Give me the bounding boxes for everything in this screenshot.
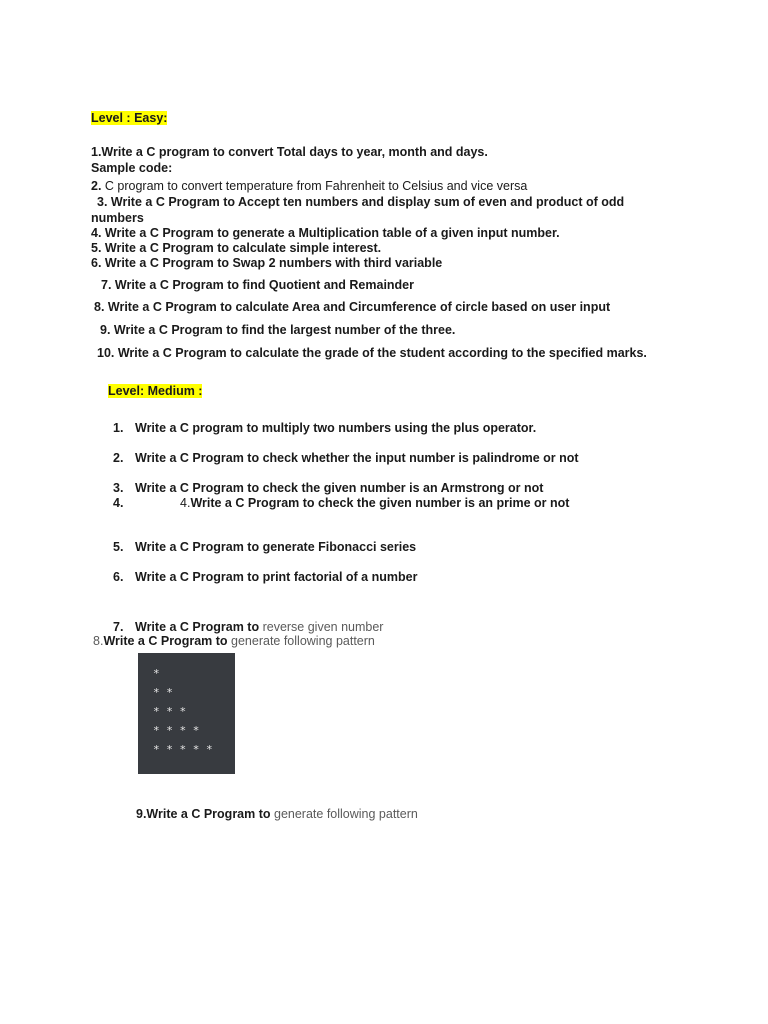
list-text-tail: generate following pattern bbox=[231, 634, 375, 648]
easy-question-4: 4. Write a C Program to generate a Multiplication table of a given input number. bbox=[91, 226, 560, 240]
list-inline-number: 4. bbox=[180, 496, 191, 510]
easy-question-6: 6. Write a C Program to Swap 2 numbers with third variable bbox=[91, 256, 443, 270]
sample-code-label: Sample code: bbox=[91, 161, 173, 175]
list-number: 3. bbox=[113, 481, 124, 495]
pattern-row: * * * bbox=[153, 705, 187, 718]
medium-question-2 bbox=[113, 451, 579, 466]
pattern-row: * * bbox=[153, 686, 173, 699]
easy-question-7: 7. Write a C Program to find Quotient and Remainder bbox=[101, 278, 415, 292]
medium-question-3 bbox=[113, 481, 543, 496]
medium-heading-text: Level: Medium : bbox=[108, 384, 203, 398]
list-text: Write a C Program to print factorial of a number bbox=[135, 570, 418, 584]
easy-question-3-continued: numbers bbox=[91, 211, 144, 225]
medium-question-7 bbox=[113, 620, 383, 635]
list-text: Write a C Program to check the given number is an prime or not bbox=[190, 496, 570, 510]
easy-question-5: 5. Write a C Program to calculate simple interest. bbox=[91, 241, 382, 255]
pattern-row: * * * * bbox=[153, 724, 200, 737]
easy-question-10: 10. Write a C Program to calculate the grade of the student according to the specified marks. bbox=[97, 346, 647, 360]
easy-question-1: 1.Write a C program to convert Total days to year, month and days. bbox=[91, 145, 488, 159]
medium-question-6 bbox=[113, 570, 417, 585]
list-text: Write a C Program to generate Fibonacci series bbox=[135, 540, 417, 554]
list-text: Write a C Program to check whether the input number is palindrome or not bbox=[135, 451, 579, 465]
list-text-tail: reverse given number bbox=[262, 620, 384, 634]
medium-question-4 bbox=[113, 496, 569, 511]
list-number: 6. bbox=[113, 570, 124, 584]
list-text: Write a C Program to bbox=[103, 634, 232, 648]
list-number: 5. bbox=[113, 540, 124, 554]
pattern-row: * bbox=[153, 667, 160, 680]
easy-question-2-text: C program to convert temperature from Fahrenheit to Celsius and vice versa bbox=[101, 179, 528, 193]
easy-question-8: 8. Write a C Program to calculate Area and Circumference of circle based on user input bbox=[94, 300, 611, 314]
list-number: 4. bbox=[113, 496, 124, 510]
list-text: Write a C Program to bbox=[135, 620, 263, 634]
medium-level-heading bbox=[108, 384, 202, 399]
list-text: 9.Write a C Program to bbox=[136, 807, 274, 821]
medium-question-9 bbox=[136, 807, 418, 822]
easy-heading-text: Level : Easy: bbox=[91, 111, 168, 125]
list-text-tail: generate following pattern bbox=[274, 807, 418, 821]
medium-question-5 bbox=[113, 540, 416, 555]
easy-question-3: 3. Write a C Program to Accept ten numbers and display sum of even and product of odd bbox=[97, 195, 625, 209]
medium-question-1 bbox=[113, 421, 536, 436]
list-text: Write a C Program to check the given number is an Armstrong or not bbox=[135, 481, 544, 495]
list-number: 7. bbox=[113, 620, 124, 634]
list-number: 8. bbox=[93, 634, 104, 648]
list-text: Write a C program to multiply two numbers using the plus operator. bbox=[135, 421, 537, 435]
easy-level-heading bbox=[91, 111, 167, 126]
pattern-output-image bbox=[138, 653, 235, 774]
medium-question-8 bbox=[93, 634, 375, 649]
easy-question-2-number: 2. bbox=[91, 179, 102, 193]
easy-question-2 bbox=[91, 179, 527, 194]
pattern-row: * * * * * bbox=[153, 743, 213, 756]
list-number: 1. bbox=[113, 421, 124, 435]
list-number: 2. bbox=[113, 451, 124, 465]
easy-question-9: 9. Write a C Program to find the largest number of the three. bbox=[100, 323, 456, 337]
